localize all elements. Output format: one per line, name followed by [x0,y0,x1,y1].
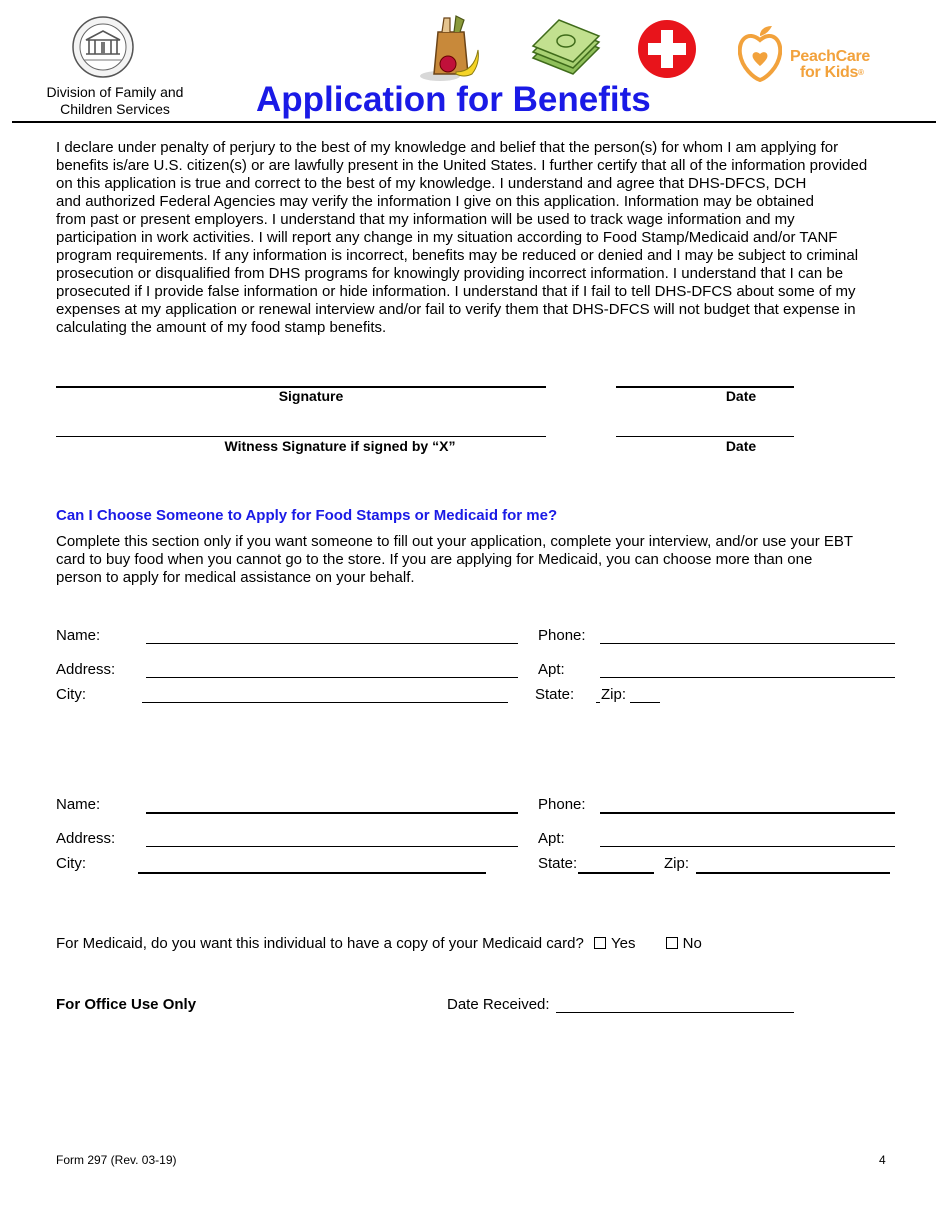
date-received-label: Date Received: [447,996,550,1013]
rep2-zip-label: Zip: [664,855,690,872]
signature-date-label: Date [725,388,757,404]
yes-checkbox[interactable] [594,937,606,949]
rep1-apt-label: Apt: [538,661,565,678]
form-number: Form 297 (Rev. 03-19) [56,1153,177,1167]
rep1-state-label: State: [535,686,575,703]
rep1-phone-label: Phone: [538,627,586,644]
rep1-name-label: Name: [56,627,101,644]
declaration-line: participation in work activities. I will report any change in my situation according to Food Stamp/Medicaid and/or TANF [56,229,838,246]
peachcare-line-1: PeachCare [790,48,871,65]
rep1-name-field[interactable] [146,643,518,644]
office-use-label: For Office Use Only [56,996,197,1013]
witness-signature-field[interactable] [56,436,546,437]
rep2-state-field[interactable] [578,872,654,874]
rep2-apt-label: Apt: [538,830,565,847]
rep1-city-label: City: [56,686,86,703]
rep2-state-label: State: [538,855,578,872]
rep2-apt-field[interactable] [600,846,895,847]
medicaid-card-no-option[interactable] [666,935,702,952]
declaration-line: from past or present employers. I understand that my information will be used to track wage information and my [56,211,795,228]
rep1-state-field[interactable] [596,702,600,703]
intro-line: card to buy food when you cannot go to the store. If you are applying for Medicaid, you can choose more than one [56,551,813,568]
rep2-name-field[interactable] [146,812,518,814]
declaration-line: benefits is/are U.S. citizen(s) or are lawfully present in the United States. I further certify that all of the information provided [56,157,868,174]
signature-label: Signature [278,388,344,404]
medicaid-card-question: For Medicaid, do you want this individual to have a copy of your Medicaid card? [56,935,584,952]
medicaid-card-yes-option[interactable] [594,935,635,952]
peachcare-line-2: for Kids® [800,64,864,81]
declaration-line: on this application is true and correct to the best of my knowledge. I understand and agree that DHS-DFCS, DCH [56,175,807,192]
rep2-address-field[interactable] [146,846,518,847]
representative-intro [56,533,896,587]
intro-line: person to apply for medical assistance on your behalf. [56,569,415,586]
medical-cross-icon [637,19,697,79]
rep2-city-field[interactable] [138,872,486,874]
rep2-name-label: Name: [56,796,101,813]
rep1-address-field[interactable] [146,677,518,678]
rep1-apt-field[interactable] [600,677,895,678]
medicaid-card-question-row [56,935,702,952]
agency-line-1: Division of Family and [46,84,184,100]
rep2-zip-field[interactable] [696,872,890,874]
rep2-phone-label: Phone: [538,796,586,813]
declaration-line: I declare under penalty of perjury to the best of my knowledge and belief that the person(s) for whom I am applying for [56,139,839,156]
witness-signature-label: Witness Signature if signed by “X” [224,438,456,454]
rep1-zip-field[interactable] [630,702,660,703]
representative-heading: Can I Choose Someone to Apply for Food Stamps or Medicaid for me? [56,507,558,524]
witness-date-label: Date [725,438,757,454]
declaration-line: calculating the amount of my food stamp benefits. [56,319,387,336]
rep1-address-label: Address: [56,661,116,678]
declaration-line: program requirements. If any information is incorrect, benefits may be reduced or denied and I may be subject to criminal [56,247,859,264]
page-number: 4 [879,1153,886,1167]
page-title: Application for Benefits [256,80,651,119]
peachcare-logo-icon [738,24,782,82]
no-label: No [682,935,702,952]
money-stack-icon [529,18,601,78]
rep1-phone-field[interactable] [600,643,895,644]
rep2-city-label: City: [56,855,86,872]
header-divider [12,121,936,123]
agency-line-2: Children Services [60,101,170,117]
yes-label: Yes [610,935,636,952]
witness-date-field[interactable] [616,436,794,437]
grocery-bag-icon [416,14,490,82]
declaration-line: prosecution or disqualified from DHS programs for knowingly providing incorrect information. I understand that I can be [56,265,844,282]
peachcare-wordmark [790,49,870,81]
declaration-paragraph [56,139,896,337]
declaration-line: expenses at my application or renewal interview and/or fail to verify them that DHS-DFCS will not budget that expense in [56,301,856,318]
date-received-field[interactable] [556,1012,794,1013]
no-checkbox[interactable] [666,937,678,949]
declaration-line: and authorized Federal Agencies may verify the information I give on this application. Information may be obtained [56,193,814,210]
rep2-address-label: Address: [56,830,116,847]
agency-name [20,84,210,118]
rep1-zip-label: Zip: [601,686,627,703]
intro-line: Complete this section only if you want someone to fill out your application, complete your interview, and/or use your EBT [56,533,854,550]
rep1-city-field[interactable] [142,702,508,703]
declaration-line: prosecuted if I provide false information or hide information. I understand that if I fail to tell DHS-DFCS about some of my [56,283,856,300]
georgia-state-seal [72,16,134,78]
rep2-phone-field[interactable] [600,812,895,814]
